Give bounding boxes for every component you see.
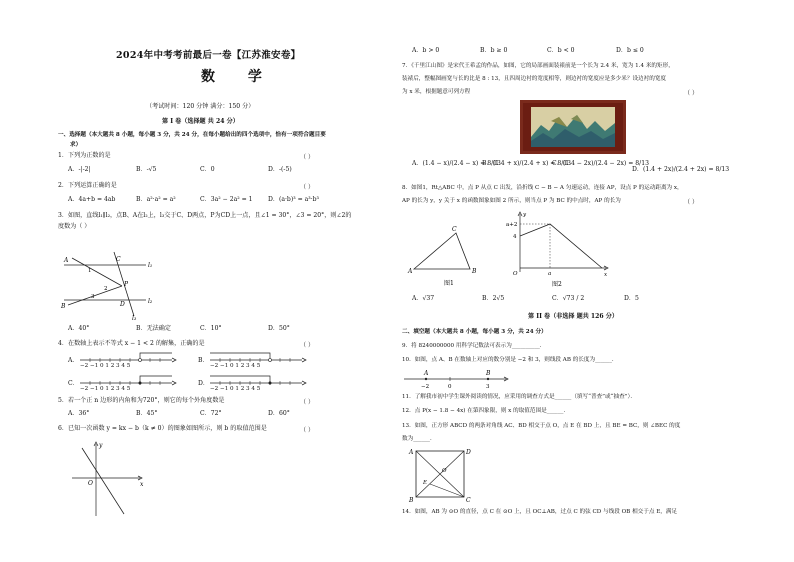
q13-label-o: O	[442, 468, 447, 474]
q10-label-zero: 0	[448, 384, 452, 390]
q6-option-a: A．b > 0	[412, 47, 440, 54]
exam-info: （考试时间：120 分钟 满分：150 分）	[146, 103, 255, 110]
q3-label-p: P	[124, 281, 129, 288]
q1-option-a: A．-|-2|	[68, 166, 91, 173]
q5-option-c: C．72°	[200, 410, 222, 417]
q6-label-y: y	[99, 442, 103, 449]
q8-option-c: C．√73 / 2	[552, 295, 585, 302]
q5-paren: （ ）	[300, 399, 315, 406]
q3-label-d: D	[120, 301, 125, 308]
q4-option-b: B．	[198, 357, 209, 364]
q14-text: 14．如图，AB 为 ⊙O 的直径，点 C 在 ⊙O 上，且 OC⊥AB，过点 C 的弦 CD 与线段 OB 相交于点 E，满足	[402, 509, 678, 515]
q6-figure	[68, 440, 148, 520]
q4-ticks-a: −2 −1 0 1 2 3 4 5	[80, 363, 131, 369]
right-column	[402, 0, 736, 562]
q13-label-e: E	[423, 480, 428, 486]
q4-ticks-c: −2 −1 0 1 2 3 4 5	[80, 386, 131, 392]
subject-title: 数 学	[201, 69, 276, 85]
q2-stem: 2．下列运算正确的是	[58, 182, 117, 189]
q8-fig1-label-c: C	[452, 226, 457, 233]
q13-label-d: D	[466, 449, 471, 456]
q1-paren: （ ）	[300, 154, 315, 161]
q8-stem: 8．如图1，Rt△ABC 中，点 P 从点 C 出发，沿折线 C − B − A 匀速运动，连接 AP，设点 P 的运动距离为 x，	[402, 185, 683, 191]
q8-stem-cont: AP 的长为 y，y 关于 x 的函数图象如图 2 所示，则当点 P 为 BC 的中点时，AP 的长为	[402, 198, 621, 204]
q6-stem: 6．已知一次函数 y = kx − b（k ≠ 0）的图象如图所示，则 b 的取值范围是	[58, 425, 267, 432]
q7-option-b: B．(1.4 + x)/(2.4 + x) = 8/13	[482, 160, 572, 167]
q6-label-x: x	[140, 481, 144, 488]
q13-label-c: C	[466, 497, 471, 504]
q6-option-d: D．b ≤ 0	[616, 47, 644, 54]
q3-option-b: B．无法确定	[136, 325, 171, 332]
q6-option-b: B．b ≥ 0	[480, 47, 508, 54]
q7-option-a: A．(1.4 − x)/(2.4 − x) = 8/13	[412, 160, 501, 167]
q8-fig2-label-o: O	[513, 271, 518, 277]
q3-label-l3: l₃	[132, 315, 137, 322]
section1-heading-cont: 求）	[70, 142, 82, 148]
exam-title: 2024年中考考前最后一卷【江苏淮安卷】	[116, 50, 301, 61]
q8-fig2-label-y: y	[523, 212, 527, 218]
q10-text: 10．如图，点 A、B 在数轴上对应的数分别是 −2 和 3，则线段 AB 的长度为______．	[402, 357, 618, 363]
q5-option-b: B．45°	[136, 410, 158, 417]
q10-label-minus2: −2	[421, 384, 430, 390]
q8-figure-1	[408, 225, 498, 285]
q10-numberline	[402, 368, 512, 390]
q13-text: 13．如图，正方形 ABCD 的两条对角线 AC、BD 相交于点 O，点 E 在 BD 上，且 BE = BC，则 ∠BEC 的度	[402, 423, 681, 429]
q8-fig2-label-4: 4	[513, 234, 517, 240]
q4-ticks-d: −2 −1 0 1 2 3 4 5	[210, 386, 261, 392]
q1-option-b: B．-√5	[136, 166, 157, 173]
q3-stem-cont: 度数为（ ）	[58, 223, 91, 230]
q3-label-a: A	[64, 257, 69, 264]
q7-option-c: C．(1.4 − 2x)/(2.4 − 2x) = 8/13	[552, 160, 649, 167]
q8-fig1-caption: 图1	[444, 280, 454, 287]
q9-text: 9．将 8240000000 用科学记数法可表示为__________．	[402, 343, 546, 349]
q4-paren: （ ）	[300, 342, 315, 349]
q8-fig2-label-a: a	[548, 271, 552, 277]
q8-fig1-label-a: A	[408, 268, 413, 275]
q4-stem: 4．在数轴上表示不等式 x − 1 < 2 的解集，正确的是	[58, 340, 205, 347]
q5-stem: 5．若一个正 n 边形的内角和为720°，则它的每个外角度数是	[58, 397, 225, 404]
q4-ticks-b: −2 −1 0 1 2 3 4 5	[210, 363, 261, 369]
q11-text: 11．了解我市初中学生课外阅读的情况，应采用的调查方式是______（填写“普查”或“抽查”）．	[402, 394, 636, 400]
q3-label-b: B	[61, 303, 66, 310]
q13-label-b: B	[409, 497, 414, 504]
q1-stem: 1．下列为正数的是	[58, 152, 111, 159]
q3-label-l1: l₁	[148, 262, 153, 269]
q8-option-d: D．5	[624, 295, 639, 302]
section1-heading: 一、选择题（本大题共 8 小题，每小题 3 分，共 24 分，在每小题给出的四个选项中，恰有一项符合题目要	[58, 132, 326, 138]
q5-option-d: D．60°	[268, 410, 290, 417]
q2-paren: （ ）	[300, 184, 315, 191]
part2-title: 第 II 卷（非选择 题共 126 分）	[528, 313, 618, 320]
q6-label-o: O	[88, 480, 93, 487]
q10-label-a: A	[424, 370, 429, 377]
q3-angle-2: 2	[104, 286, 108, 292]
q7-stem: 7．《千里江山图》是宋代王希孟的作品，如图，它的局部画面装裱前是一个长为 2.4 米，宽为 1.4 米的矩形，	[402, 63, 674, 69]
q7-landscape	[531, 107, 615, 147]
q8-fig2-label-x: x	[604, 272, 608, 278]
q12-text: 12．点 P(x − 1.8 − 4x) 在第四象限，则 x 的取值范围是______．	[402, 408, 570, 414]
q3-figure	[58, 250, 158, 320]
q3-stem: 3．如图，直线l₁∥l₂，点B、A在l₂上，l₃交于C、D两点，P为CD上一点，且∠1 = 30°，∠3 = 20°，则∠2的	[58, 212, 352, 219]
q7-painting-image	[520, 100, 626, 154]
q8-fig2-caption: 图2	[552, 281, 562, 288]
q10-label-b: B	[486, 370, 491, 377]
q8-paren: （ ）	[684, 199, 699, 206]
q1-option-c: C．0	[200, 166, 215, 173]
q1-option-d: D．-(-5)	[268, 166, 292, 173]
q3-angle-3: 3	[91, 294, 95, 300]
q7-stem-cont: 装裱后，整幅图画宽与长的比是 8 : 13，且四周边衬的宽度相等，则边衬的宽度应是多少米？设边衬的宽度	[402, 76, 667, 82]
q8-option-b: B．2√5	[482, 295, 505, 302]
part1-title: 第 I 卷（选择题 共 24 分）	[162, 118, 239, 125]
q7-paren: （ ）	[684, 90, 699, 97]
q8-fig1-label-b: B	[472, 268, 477, 275]
q2-option-a: A．4a+b = 4ab	[68, 196, 116, 203]
q2-option-b: B．a²·a² = a²	[136, 196, 176, 203]
q8-option-a: A．√37	[412, 295, 435, 302]
q3-label-l2: l₂	[148, 298, 153, 305]
q13-figure	[406, 446, 476, 504]
q4-option-d: D．	[198, 380, 209, 387]
q3-option-d: D．50°	[268, 325, 290, 332]
q3-option-c: C．10°	[200, 325, 222, 332]
q2-option-c: C．3a² − 2a² = 1	[200, 196, 253, 203]
q7-stem-cont2: 为 x 米，根据题意可列方程	[402, 89, 471, 95]
q8-figure-2	[506, 212, 612, 288]
q4-option-a: A．	[68, 357, 79, 364]
q5-option-a: A．36°	[68, 410, 90, 417]
q10-label-three: 3	[486, 384, 490, 390]
q13-text-cont: 数为______．	[402, 436, 436, 442]
q3-angle-1: 1	[88, 268, 92, 274]
q6-option-c: C．b < 0	[547, 47, 575, 54]
left-column	[58, 0, 392, 562]
q8-fig2-label-a2: a+2	[506, 222, 518, 228]
q7-option-d: D．(1.4 + 2x)/(2.4 + 2x) = 8/13	[632, 166, 730, 173]
q2-option-d: D．(a·b)³ = a³·b³	[268, 196, 319, 203]
q13-label-a: A	[409, 449, 414, 456]
q3-label-c: C	[116, 256, 121, 263]
section2-heading: 二、填空题（本大题共 8 小题，每小题 3 分，共 24 分）	[402, 329, 547, 335]
q3-option-a: A．40°	[68, 325, 90, 332]
q4-option-c: C．	[68, 380, 79, 387]
q6-paren: （ ）	[300, 427, 315, 434]
